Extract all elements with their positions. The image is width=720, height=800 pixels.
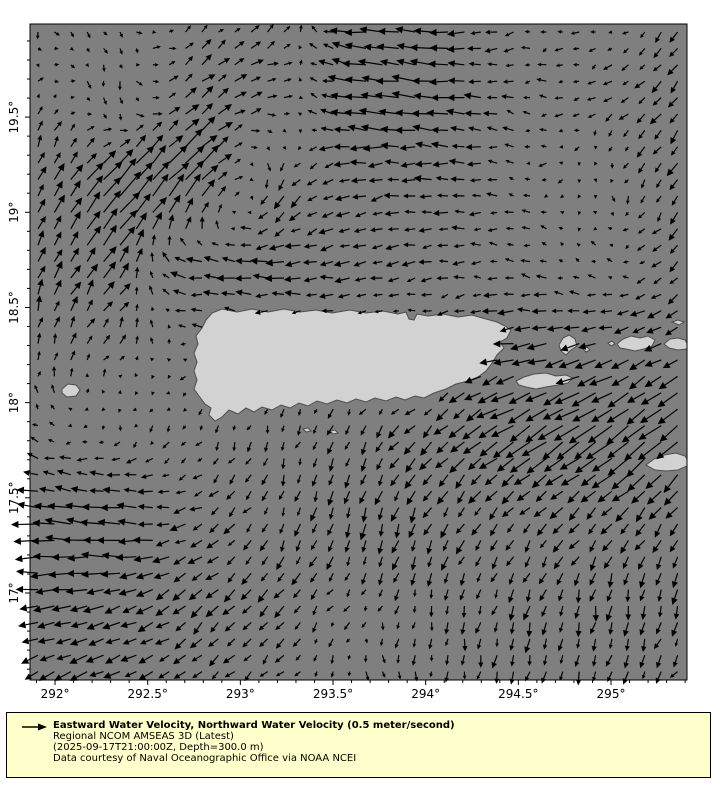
arrow-shaft [104,372,105,376]
arrow-shaft [136,271,137,278]
arrow-shaft [378,311,382,312]
arrow-shaft [454,48,464,49]
arrow-shaft [152,409,153,410]
arrow-head [23,470,30,476]
arrow-shaft [491,64,497,65]
arrow-shaft [152,256,153,262]
arrow-shaft [605,311,612,312]
arrow-shaft [529,622,530,631]
arrow-head [18,621,26,628]
arrow-shaft [628,245,629,246]
arrow-shaft [316,409,317,410]
arrow-shaft [570,327,579,328]
arrow-shaft [69,442,71,443]
arrow-shaft [277,294,284,295]
arrow-shaft [491,278,497,279]
arrow-shaft [291,245,300,246]
arrow-shaft [443,261,448,262]
arrow-shaft [474,64,481,65]
legend-title: Eastward Water Velocity, Northward Water Velocity (0.5 meter/second) [53,720,455,731]
arrow-shaft [411,310,415,311]
arrow-shaft [54,338,55,344]
arrow-shaft [234,442,235,447]
arrow-shaft [439,212,448,213]
arrow-head [22,638,30,645]
arrow-shaft [71,371,72,376]
legend-box [6,712,711,778]
arrow-shaft [37,407,38,409]
arrow-shaft [71,113,72,114]
arrow-shaft [136,321,137,327]
y-tick-label: 18° [7,391,21,414]
arrow-shaft [123,557,137,558]
arrow-shaft [185,426,186,427]
arrow-shaft [578,261,579,262]
arrow-shaft [382,639,383,643]
arrow-shaft [628,196,629,201]
arrow-shaft [358,196,366,197]
arrow-shaft [626,277,629,278]
arrow-shaft [576,277,579,278]
arrow-shaft [579,590,580,598]
arrow-shaft [538,327,547,328]
arrow-shaft [559,65,562,66]
arrow-shaft [512,195,514,196]
arrow-shaft [604,327,612,328]
arrow-shaft [458,277,464,278]
legend-time-depth-line: (2025-09-17T21:00:00Z, Depth=300.0 m) [53,742,264,753]
arrow-shaft [333,672,334,674]
arrow-shaft [489,113,497,114]
arrow-shaft [628,212,629,213]
arrow-head [494,679,499,684]
arrow-shaft [414,639,415,644]
arrow-shaft [417,48,431,49]
arrow-shaft [162,524,170,525]
arrow-shaft [436,81,448,82]
y-tick-label: 17.5° [7,481,21,515]
arrow-shaft [144,507,153,508]
x-tick-label: 292.5° [127,687,168,701]
arrow-shaft [36,425,38,426]
arrow-shaft [473,163,481,164]
arrow-head [19,604,27,611]
arrow-shaft [480,606,481,611]
arrow-shaft [422,163,432,164]
arrow-shaft [492,147,497,148]
arrow-shaft [166,475,170,476]
arrow-shaft [283,508,284,513]
arrow-shaft [136,339,137,343]
arrow-shaft [628,590,629,597]
reference-arrow-icon [21,721,49,733]
arrow-shaft [227,294,235,295]
arrow-shaft [136,308,137,311]
arrow-shaft [356,162,366,163]
arrow-shaft [424,196,431,197]
arrow-shaft [398,655,399,660]
arrow-shaft [626,32,629,33]
arrow-shaft [195,294,202,295]
arrow-shaft [579,672,580,680]
arrow-shaft [251,147,254,148]
x-tick-label: 294° [411,687,441,701]
arrow-shaft [325,277,333,278]
x-tick-label: 293° [225,687,255,701]
arrow-shaft [352,97,366,98]
legend-model-line: Regional NCOM AMSEAS 3D (Latest) [53,731,234,742]
y-tick-label: 19.5° [7,100,21,134]
y-tick-label: 19° [7,201,21,223]
arrow-shaft [185,393,186,394]
arrow-shaft [399,672,400,676]
arrow-shaft [257,261,267,262]
arrow-shaft [409,212,415,213]
arrow-head [15,555,23,562]
arrow-shaft [474,180,480,181]
arrow-shaft [409,229,415,230]
arrow-shaft [459,212,465,213]
arrow-head [13,538,21,545]
arrow-shaft [489,294,497,295]
arrow-shaft [579,622,580,631]
arrow-shaft [201,426,202,427]
arrow-shaft [309,262,317,263]
arrow-shaft [349,639,350,640]
arrow-shaft [162,491,169,492]
arrow-shaft [374,180,382,181]
arrow-shaft [283,458,284,464]
arrow-shaft [314,64,317,65]
arrow-shaft [316,639,317,641]
arrow-shaft [87,98,88,99]
legend-credit-line: Data courtesy of Naval Oceanographic Office via NOAA NCEI [53,753,357,764]
arrow-shaft [591,294,596,295]
arrow-shaft [242,261,251,262]
arrow-shaft [477,229,480,230]
arrow-shaft [643,262,645,263]
arrow-shaft [144,491,153,492]
arrow-shaft [415,606,416,609]
arrow-shaft [349,409,350,412]
arrow-shaft [300,409,301,412]
arrow-shaft [300,28,301,32]
arrow-shaft [434,113,448,114]
arrow-shaft [229,245,235,246]
arrow-shaft [136,32,139,33]
arrow-shaft [626,229,628,230]
x-tick-label: 295° [596,687,626,701]
arrow-shaft [120,65,121,66]
arrow-shaft [611,48,612,49]
arrow-shaft [340,130,349,131]
arrow-head [11,521,19,528]
arrow-shaft [104,32,105,33]
arrow-shaft [344,245,350,246]
arrow-shaft [494,212,497,213]
arrow-shaft [169,426,170,429]
arrow-shaft [524,261,530,262]
y-tick-label: 18.5° [7,291,21,324]
arrow-shaft [316,672,317,674]
arrow-shaft [169,31,170,32]
arrow-shaft [458,245,464,246]
x-tick-label: 292° [40,687,70,701]
arrow-shaft [509,65,513,66]
arrow-shaft [543,130,546,131]
arrow-head [16,568,24,575]
arrow-shaft [283,475,284,482]
arrow-shaft [528,81,530,82]
arrow-shaft [491,81,497,82]
arrow-shaft [385,31,399,32]
arrow-shaft [310,294,316,295]
arrow-shaft [71,65,72,66]
arrow-shaft [435,64,448,65]
y-tick-label: 17° [7,582,21,604]
x-tick-label: 294.5° [498,687,539,701]
arrow-shaft [377,294,383,295]
arrow-shaft [510,245,513,246]
arrow-shaft [398,622,399,625]
arrow-shaft [268,130,270,131]
arrow-shaft [136,98,137,99]
x-tick-label: 293.5° [312,687,354,701]
arrow-shaft [512,179,514,180]
arrow-shaft [525,48,530,49]
